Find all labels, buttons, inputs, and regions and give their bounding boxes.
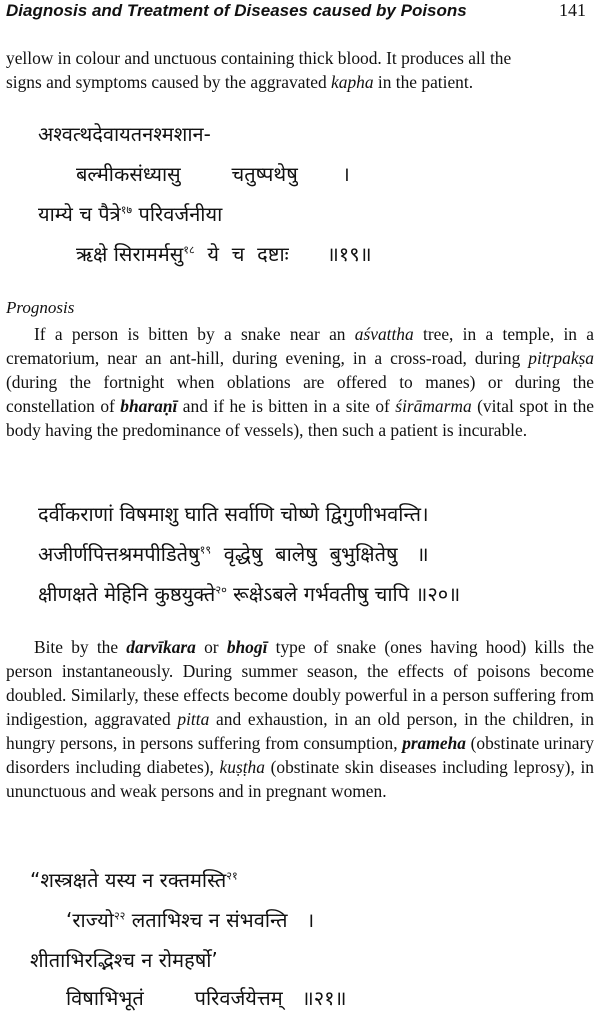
running-header xyxy=(6,0,586,21)
term-bharani: bharaṇī xyxy=(120,396,178,416)
term-siramarma: śirāmarma xyxy=(395,396,472,416)
verse-21-line-3: शीताभिरद्भिश्च न रोमहर्षो’ xyxy=(30,948,218,972)
prognosis-paragraph: If a person is bitten by a snake near an aśvattha tree, in a temple, in a crematorium, near an ant-hill, during evening, in a cross-road, during pitṛpakṣa (during the fortnight when oblations are offered to manes) or during the constellation of bharaṇī and if he is bitten in a site of śirāmarma (vital spot in the body having the predominance of vessels), then such a patient is incurable. xyxy=(6,324,594,440)
verse-20-line-3: क्षीणक्षते मेहिनि कुष्ठयुक्ते$^{२०}$ रूक्षेऽबले गर्भवतीषु चापि ॥२०॥ xyxy=(38,582,461,606)
running-title: Diagnosis and Treatment of Diseases caused by Poisons xyxy=(6,1,467,20)
verse-19-line-1: अश्वत्थदेवायतनश्मशान- xyxy=(38,122,211,146)
term-asvattha: aśvattha xyxy=(354,324,414,344)
verse-21-line-1: “शस्त्रक्षते यस्य न रक्तमस्ति$^{२१}$ xyxy=(30,868,238,892)
term-kapha: kapha xyxy=(331,72,374,92)
page-number: 141 xyxy=(559,0,586,20)
verse-21-line-2: ‘राज्यो$^{२२}$ लताभिश्च न संभवन्ति । xyxy=(66,908,315,932)
term-kustha: kuṣṭha xyxy=(219,757,265,777)
term-darvikara: darvīkara xyxy=(126,637,196,657)
term-bhogi: bhogī xyxy=(226,637,268,657)
term-prameha: prameha xyxy=(402,733,466,753)
term-pitrpaksa: pitṛpakṣa xyxy=(528,348,594,368)
verse-20-line-1: दर्वीकराणां विषमाशु घाति सर्वाणि चोष्णे द्विगुणीभवन्ति। xyxy=(38,502,429,526)
term-pitta: pitta xyxy=(177,709,210,729)
verse-21-line-4: विषाभिभूतं परिवर्जयेत्तम् ॥२१॥ xyxy=(66,986,347,1010)
section-heading-prognosis: Prognosis xyxy=(6,298,75,317)
verse-19-line-2: बल्मीकसंध्यासु चतुष्पथेषु । xyxy=(76,162,350,186)
verse-20-line-2: अजीर्णपित्तश्रमपीडितेषु$^{१९}$ वृद्धेषु बालेषु बुभुक्षितेषु ॥ xyxy=(38,542,429,566)
verse-19-line-4: ऋक्षे सिरामर्मसु$^{१८}$ ये च दष्टाः ॥१९॥ xyxy=(76,242,372,266)
verse-19-line-3: याम्ये च पैत्रे$^{१७}$ परिवर्जनीया xyxy=(38,202,223,226)
paragraph-effects: Bite by the darvīkara or bhogī type of snake (ones having hood) kills the person instantaneously. During summer season, the effects of poisons become doubled. Similarly, these effects become doubly powerful in a person suffering from indigestion, aggravated pitta and exhaustion, in an old person, in the children, in hungry persons, in persons suffering from consumption, prameha (obstinate urinary disorders including diabetes), kuṣṭha (obstinate skin diseases including leprosy), in ununctuous and weak persons and in pregnant women. xyxy=(6,637,594,801)
paragraph-continuation: yellow in colour and unctuous containing thick blood. It produces all the signs and symptoms caused by the aggravated kapha in the patient. xyxy=(6,48,512,92)
